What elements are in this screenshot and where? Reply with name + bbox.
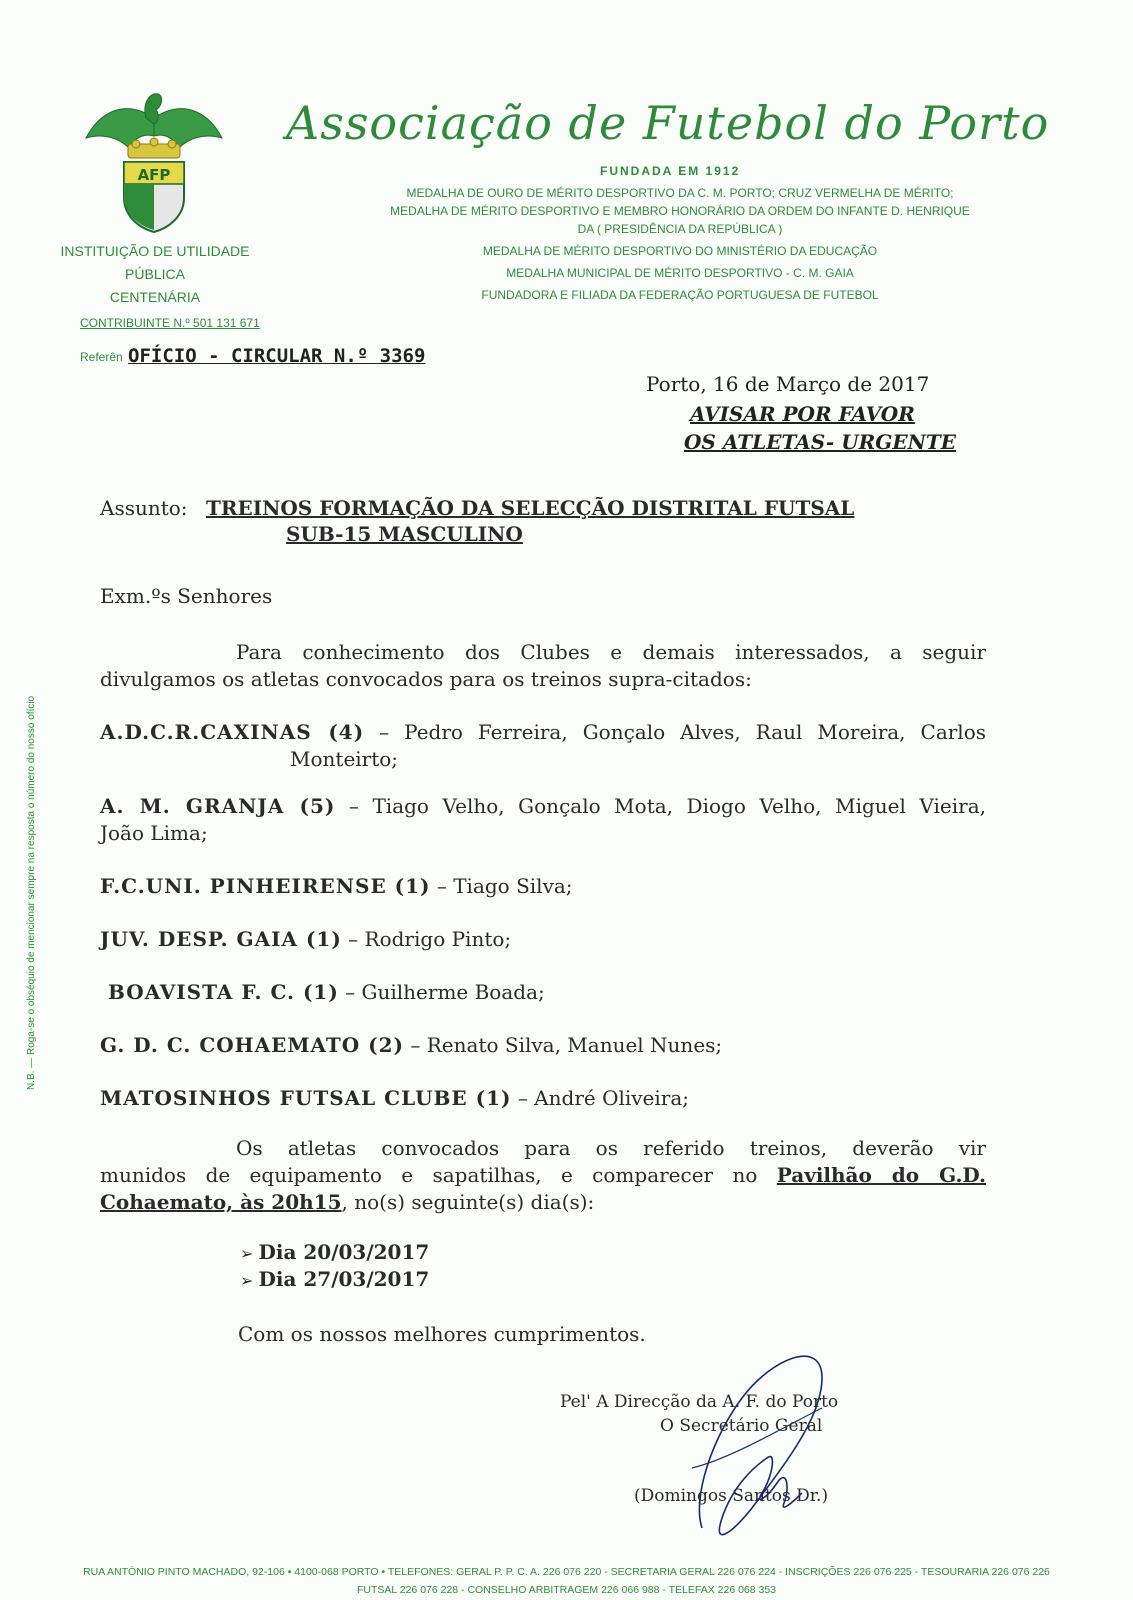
club-name: F.C.UNI. PINHEIRENSE (1) (100, 874, 431, 898)
subject-line-2: SUB-15 MASCULINO (286, 522, 523, 546)
venue-time: Cohaemato, às 20h15 (100, 1190, 342, 1214)
urgent-line: OS ATLETAS- URGENTE (684, 430, 956, 454)
body-text: , no(s) seguinte(s) dia(s): (341, 1190, 595, 1214)
club-name: BOAVISTA F. C. (1) (108, 980, 339, 1004)
club-players: – André Oliveira; (517, 1086, 690, 1110)
club-name: JUV. DESP. GAIA (1) (100, 927, 342, 951)
club-entry (100, 792, 986, 820)
club-name: A. M. GRANJA (5) (100, 794, 336, 818)
medals-list (330, 184, 1030, 304)
closing: Com os nossos melhores cumprimentos. (238, 1322, 646, 1346)
medal-line: MEDALHA DE OURO DE MÉRITO DESPORTIVO DA C. M. PORTO; CRUZ VERMELHA DE MÉRITO; (406, 186, 954, 200)
body-text: munidos de equipamento e sapatilhas, e comparecer no (100, 1163, 777, 1187)
subject-label: Assunto: (100, 496, 188, 520)
arrow-bullet-icon: ➢ (240, 1244, 259, 1263)
medal-line: MEDALHA MUNICIPAL DE MÉRITO DESPORTIVO - C. M. GAIA (506, 266, 854, 280)
circular-reference: OFÍCIO - CIRCULAR N.º 3369 (128, 345, 426, 367)
club-players: – Renato Silva, Manuel Nunes; (410, 1033, 723, 1057)
day-label: Dia 27/03/2017 (258, 1267, 430, 1291)
club-name: G. D. C. COHAEMATO (2) (100, 1033, 405, 1057)
institution-status (30, 240, 280, 309)
venue-name: Pavilhão do G.D. (776, 1163, 987, 1187)
urgent-notice (684, 400, 956, 456)
club-players: – Guilherme Boada; (345, 980, 545, 1004)
club-entry (100, 1084, 689, 1112)
afp-logo (84, 88, 224, 234)
association-title: Associação de Futebol do Porto (286, 96, 1050, 150)
club-entry (100, 872, 573, 900)
club-players: – Rodrigo Pinto; (348, 927, 512, 951)
club-entry (108, 978, 545, 1006)
medal-line: FUNDADORA E FILIADA DA FEDERAÇÃO PORTUGUESA DE FUTEBOL (481, 288, 879, 302)
body-line-3 (100, 1188, 594, 1216)
training-day (240, 1238, 429, 1268)
signatory-name: (Domingos Santos Dr.) (634, 1486, 829, 1506)
institution-line: CENTENÁRIA (109, 289, 201, 305)
handwritten-signature (672, 1318, 842, 1558)
club-name: MATOSINHOS FUTSAL CLUBE (1) (100, 1086, 512, 1110)
day-label: Dia 20/03/2017 (258, 1240, 430, 1264)
margin-note: N.B. — Roga-se o obséquio de mencionar sempre na resposta o número do nosso ofício (26, 695, 37, 1090)
club-players-cont: João Lima; (100, 821, 208, 845)
arrow-bullet-icon: ➢ (240, 1271, 259, 1290)
reference-label: Referên (80, 350, 123, 364)
club-name: A.D.C.R.CAXINAS (4) (100, 720, 365, 744)
club-players: – Tiago Silva; (436, 874, 573, 898)
subject-line-1: TREINOS FORMAÇÃO DA SELECÇÃO DISTRITAL FUTSAL (206, 496, 855, 520)
club-players: – Tiago Velho, Gonçalo Mota, Diogo Velho, Miguel Vieira, (348, 794, 986, 818)
club-entry (100, 718, 986, 746)
medal-line: DA ( PRESIDÊNCIA DA REPÚBLICA ) (577, 222, 783, 236)
letter-date: Porto, 16 de Março de 2017 (646, 372, 930, 396)
club-players: – Pedro Ferreira, Gonçalo Alves, Raul Moreira, Carlos (379, 720, 987, 744)
institution-line: INSTITUIÇÃO DE UTILIDADE PÚBLICA (60, 243, 250, 282)
founded-year: FUNDADA EM 1912 (600, 164, 741, 178)
greeting: Exm.ºs Senhores (100, 584, 273, 608)
logo-text: AFP (137, 166, 171, 184)
club-players-cont: Monteirto; (290, 747, 399, 771)
urgent-line: AVISAR POR FAVOR (690, 402, 915, 426)
body-line-1: Os atletas convocados para os referido treinos, deverão vir (236, 1136, 986, 1160)
club-entry (100, 925, 511, 953)
training-day (240, 1265, 429, 1295)
medal-line: MEDALHA DE MÉRITO DESPORTIVO DO MINISTÉRIO DA EDUCAÇÃO (482, 244, 878, 258)
contributor-number: CONTRIBUINTE N.º 501 131 671 (80, 316, 260, 330)
intro-line-2: divulgamos os atletas convocados para os treinos supra-citados: (100, 667, 752, 691)
intro-line-1: Para conhecimento dos Clubes e demais interessados, a seguir (236, 640, 986, 664)
body-line-2 (100, 1161, 986, 1189)
signature-line-1: Pel' A Direcção da A. F. do Porto (560, 1392, 839, 1412)
signature-line-2: O Secretário Geral (660, 1416, 823, 1436)
footer-contacts (0, 1563, 1133, 1599)
footer-line: RUA ANTÓNIO PINTO MACHADO, 92-106 • 4100-068 PORTO • TELEFONES: GERAL P. P. C. A. 226 076 220 - SECRETARIA GERAL 226 076 224 - INSCRIÇÕES 226 076 225 - TESOURARIA 226 076 226 (83, 1566, 1050, 1578)
medal-line: MEDALHA DE MÉRITO DESPORTIVO E MEMBRO HONORÁRIO DA ORDEM DO INFANTE D. HENRIQUE (390, 204, 970, 218)
footer-line: FUTSAL 226 076 228 - CONSELHO ARBITRAGEM 226 066 988 - TELEFAX 226 068 353 (356, 1584, 777, 1596)
club-entry (100, 1031, 722, 1059)
